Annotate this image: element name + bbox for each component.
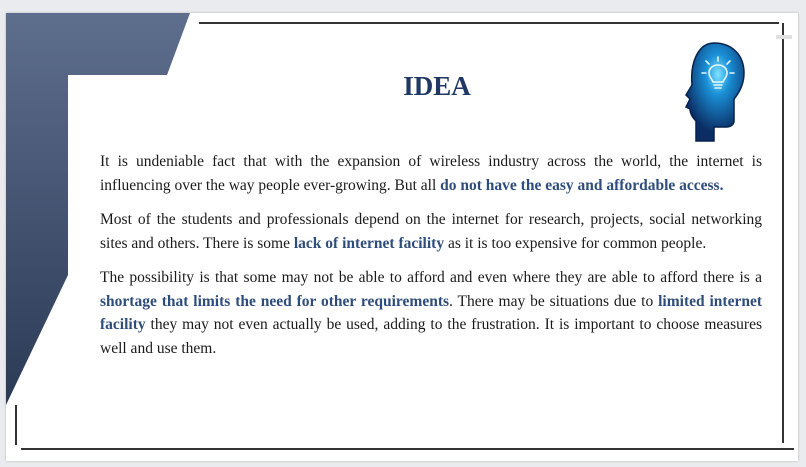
slide-body	[100, 150, 762, 371]
bottom-rule	[21, 448, 794, 450]
paragraph-text: as it is too expensive for common people.	[444, 234, 707, 252]
right-rule	[782, 23, 784, 443]
highlight-text: do not have the easy and affordable access	[440, 176, 720, 194]
paragraph-2	[100, 208, 762, 255]
side-mark	[776, 35, 792, 39]
paragraph-3	[100, 266, 762, 360]
slide	[6, 13, 798, 461]
highlight-text: lack of internet facility	[293, 234, 445, 252]
slide-title: IDEA	[403, 71, 471, 101]
highlight-text: shortage that limits the need for other requirements	[100, 292, 450, 310]
paragraph-text: It is undeniable fact that with the expansion of wireless industry across the world, the internet is influencing over the way people ever-growing. But all	[100, 153, 762, 194]
paragraph-text: The possibility is that some may not be able to afford and even where they are able to afford there is a	[100, 269, 762, 286]
paragraph-text: they may not even actually be used, adding to the frustration. It is important to choose measures well and use them.	[100, 316, 762, 357]
top-rule	[199, 22, 779, 24]
left-rule	[15, 405, 17, 445]
highlight-period: .	[719, 176, 724, 194]
lightbulb-head-icon	[684, 41, 746, 145]
paragraph-text: . There may be situations due to	[449, 292, 659, 310]
highlight-text: limited internet facility	[100, 292, 762, 333]
paragraph-text: Most of the students and professionals depend on the internet for research, projects, social networking sites and others. There is some	[100, 211, 762, 252]
paragraph-1	[100, 150, 762, 197]
